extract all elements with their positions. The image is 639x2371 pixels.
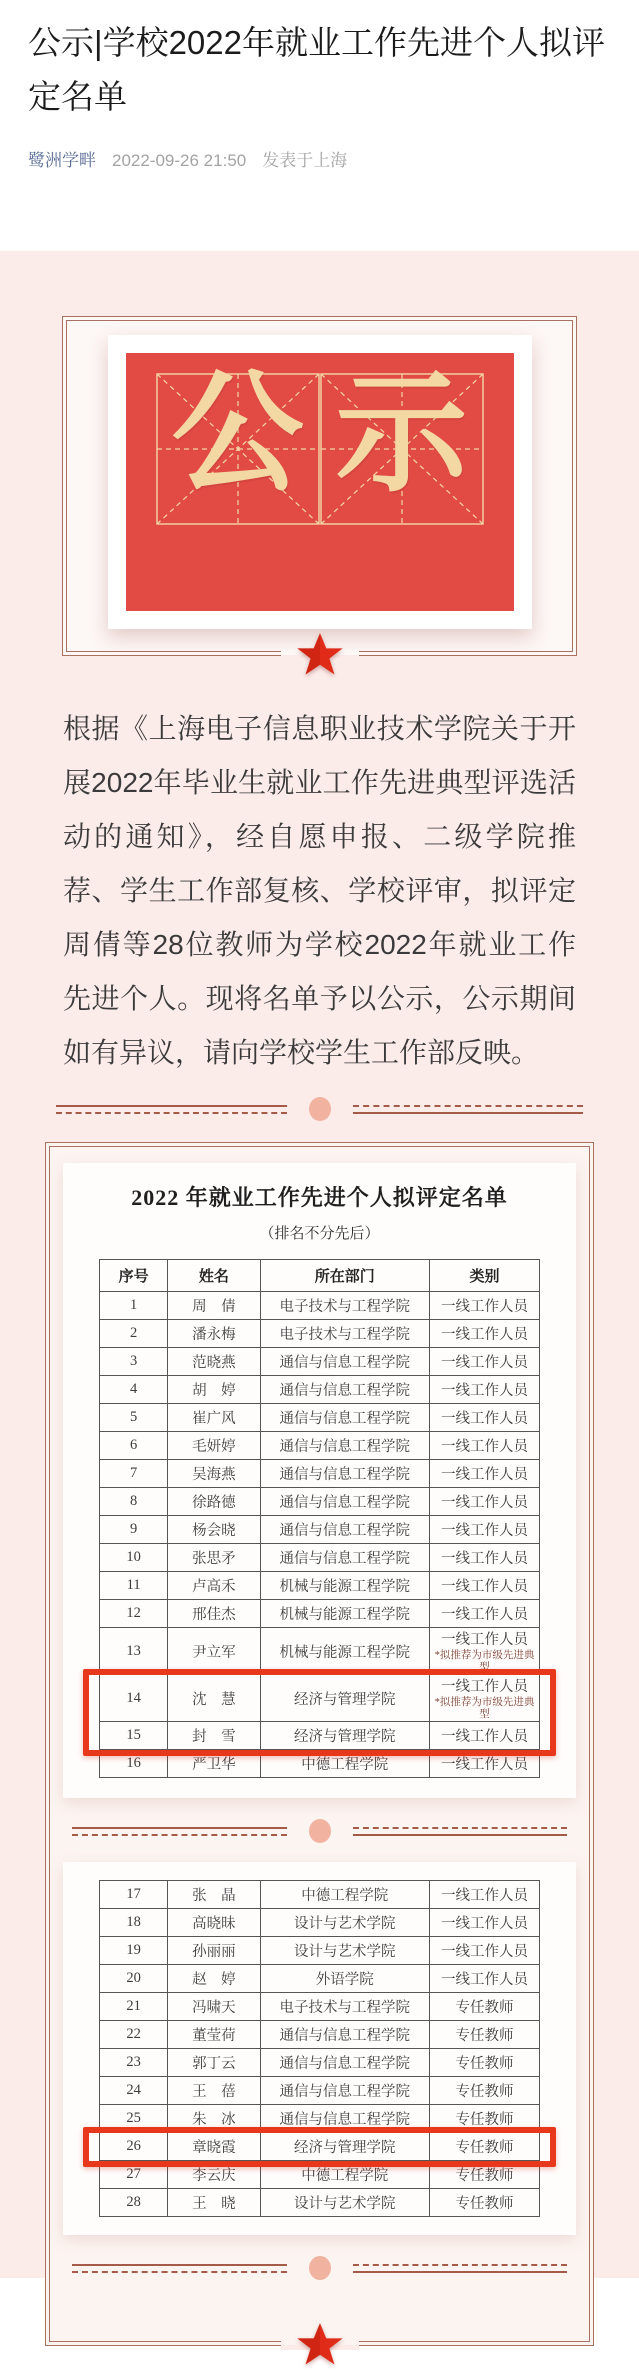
table-row [100,1600,540,1628]
table-row [100,1993,540,2021]
frame-bottom-star [281,2319,359,2371]
cell-category: 一线工作人员 [429,1722,539,1750]
table-row [100,1460,540,1488]
cell-name: 卢高禾 [168,1572,260,1600]
roster-title: 2022 年就业工作先进个人拟评定名单 [131,1185,508,1210]
col-header-no: 序号 [100,1260,168,1292]
table-row [100,1544,540,1572]
roster-card-2 [63,1862,576,2235]
cell-category: 专任教师 [429,2077,539,2105]
divider-right-lines [353,1105,584,1114]
cell-name: 张 晶 [168,1881,260,1909]
roster-card-1 [63,1163,576,1798]
body-paragraph: 根据《上海电子信息职业技术学院关于开展2022年毕业生就业工作先进典型评选活动的通知》，经自愿申报、二级学院推荐、学生工作部复核、学校评审，拟评定周倩等28位教师为学校2022年就业工作先进个人。现将名单予以公示，公示期间如有异议，请向学校学生工作部反映。 [63,713,576,1068]
cell-name: 董莹荷 [168,2021,260,2049]
cell-no: 15 [100,1722,168,1750]
cell-dept: 通信与信息工程学院 [260,2049,429,2077]
roster-frame [45,1142,594,2346]
table-row [100,1348,540,1376]
banner-char-2: 示 [335,361,468,508]
cell-name: 朱 冰 [168,2105,260,2133]
cell-name: 郭丁云 [168,2049,260,2077]
col-header-name: 姓名 [168,1260,260,1292]
cell-category: 一线工作人员 [429,1750,539,1778]
table-header-row [100,1260,540,1292]
table-row [100,1750,540,1778]
cell-no: 18 [100,1909,168,1937]
cell-dept: 设计与艺术学院 [260,1909,429,1937]
cell-category: 一线工作人员 [429,1516,539,1544]
cell-category: 专任教师 [429,2049,539,2077]
table-row [100,2105,540,2133]
cell-category: 一线工作人员 [429,1432,539,1460]
table-row [100,2021,540,2049]
divider-left-lines [56,1105,287,1114]
cell-name: 胡 婷 [168,1376,260,1404]
account-link[interactable]: 鹭洲学畔 [28,151,96,170]
cell-no: 10 [100,1544,168,1572]
cell-category: 一线工作人员 [429,1320,539,1348]
cell-no: 28 [100,2189,168,2217]
cell-no: 14 [100,1675,168,1722]
col-header-dept: 所在部门 [260,1260,429,1292]
roster-tbody-1 [100,1292,540,1778]
table-row [100,2161,540,2189]
cell-name: 王 蓓 [168,2077,260,2105]
cell-name: 高晓昧 [168,1909,260,1937]
cell-name: 赵 婷 [168,1965,260,1993]
table-row [100,2049,540,2077]
calligraphy-grid-cell-1 [156,361,320,525]
section-divider [72,2255,567,2281]
cell-dept: 通信与信息工程学院 [260,1488,429,1516]
cell-no: 1 [100,1292,168,1320]
cell-name: 封 雪 [168,1722,260,1750]
divider-left-lines [72,1827,287,1836]
cell-no: 4 [100,1376,168,1404]
cell-no: 6 [100,1432,168,1460]
cell-category: 专任教师 [429,2189,539,2217]
table-row [100,1572,540,1600]
cell-dept: 机械与能源工程学院 [260,1628,429,1675]
table-row [100,1909,540,1937]
cell-category: 一线工作人员 [429,1937,539,1965]
roster-tbody-2 [100,1881,540,2217]
divider-dot-icon [309,1819,331,1843]
cell-no: 26 [100,2133,168,2161]
cell-name: 邢佳杰 [168,1600,260,1628]
cell-dept: 电子技术与工程学院 [260,1292,429,1320]
frame-bottom-star [281,629,359,681]
cell-no: 9 [100,1516,168,1544]
calligraphy-grid-cell-2 [320,361,484,525]
cell-dept: 机械与能源工程学院 [260,1600,429,1628]
roster-table-1 [99,1259,540,1778]
cell-category: 一线工作人员 [429,1572,539,1600]
table-row [100,1320,540,1348]
cell-dept: 通信与信息工程学院 [260,1376,429,1404]
byline [28,146,611,171]
cell-category: 一线工作人员 [429,1348,539,1376]
publish-time: 2022-09-26 21:50 [112,151,247,170]
cell-category: 一线工作人员 [429,1460,539,1488]
table-row [100,1937,540,1965]
cell-category: 一线工作人员 [429,1881,539,1909]
cell-name: 吴海燕 [168,1460,260,1488]
roster-subtitle: （排名不分先后） [259,1226,380,1242]
cell-dept: 电子技术与工程学院 [260,1993,429,2021]
table-row [100,2133,540,2161]
cell-no: 25 [100,2105,168,2133]
cell-name: 崔广风 [168,1404,260,1432]
cell-dept: 通信与信息工程学院 [260,2105,429,2133]
cell-no: 8 [100,1488,168,1516]
banner-image [108,335,532,629]
cell-category: 专任教师 [429,2133,539,2161]
page-title: 公示|学校2022年就业工作先进个人拟评定名单 [28,24,605,115]
cell-no: 17 [100,1881,168,1909]
cell-category: 一线工作人员 [429,1600,539,1628]
star-icon [295,2320,345,2370]
cell-dept: 通信与信息工程学院 [260,1432,429,1460]
cell-category: 一线工作人员 [429,1965,539,1993]
cell-dept: 设计与艺术学院 [260,1937,429,1965]
cell-no: 27 [100,2161,168,2189]
cell-no: 13 [100,1628,168,1675]
cell-category: 专任教师 [429,2021,539,2049]
cell-dept: 外语学院 [260,1965,429,1993]
star-icon [295,630,345,680]
section-divider [56,1096,583,1122]
cell-name: 冯啸天 [168,1993,260,2021]
cell-category: 专任教师 [429,1993,539,2021]
category-note: *拟推荐为市级先进典型 [434,1650,535,1673]
cell-name: 张思矛 [168,1544,260,1572]
cell-no: 19 [100,1937,168,1965]
cell-dept: 经济与管理学院 [260,1675,429,1722]
cell-category: 专任教师 [429,2105,539,2133]
cell-no: 12 [100,1600,168,1628]
table-row [100,1376,540,1404]
cell-dept: 设计与艺术学院 [260,2189,429,2217]
roster-tablewrap-1 [99,1259,540,1778]
table-row [100,1675,540,1722]
cell-category: 一线工作人员 [429,1404,539,1432]
category-note: *拟推荐为市级先进典型 [434,1697,535,1720]
cell-no: 16 [100,1750,168,1778]
cell-name: 王 晓 [168,2189,260,2217]
cell-category: 一线工作人员 [429,1544,539,1572]
table-row [100,2077,540,2105]
cell-dept: 中德工程学院 [260,1881,429,1909]
cell-dept: 通信与信息工程学院 [260,2077,429,2105]
cell-no: 23 [100,2049,168,2077]
cell-no: 20 [100,1965,168,1993]
cell-no: 24 [100,2077,168,2105]
roster-tablewrap-2 [99,1880,540,2217]
cell-no: 7 [100,1460,168,1488]
cell-category: 专任教师 [429,2161,539,2189]
table-row [100,1404,540,1432]
cell-name: 潘永梅 [168,1320,260,1348]
cell-dept: 通信与信息工程学院 [260,1544,429,1572]
article-header [0,0,639,171]
cell-dept: 经济与管理学院 [260,2133,429,2161]
table-row [100,1292,540,1320]
section-divider [72,1818,567,1844]
cell-dept: 电子技术与工程学院 [260,1320,429,1348]
cell-dept: 通信与信息工程学院 [260,1460,429,1488]
cell-no: 21 [100,1993,168,2021]
publish-location: 发表于上海 [262,151,348,170]
table-row [100,1628,540,1675]
cell-dept: 中德工程学院 [260,2161,429,2189]
banner-frame [62,316,577,656]
cell-no: 2 [100,1320,168,1348]
divider-dot-icon [309,1097,331,1121]
cell-no: 5 [100,1404,168,1432]
table-row [100,1881,540,1909]
cell-dept: 通信与信息工程学院 [260,1348,429,1376]
table-row [100,1516,540,1544]
col-header-category: 类别 [429,1260,539,1292]
cell-dept: 通信与信息工程学院 [260,1516,429,1544]
banner-char-1: 公 [171,361,304,508]
cell-name: 沈 慧 [168,1675,260,1722]
cell-category: 一线工作人员 *拟推荐为市级先进典型 [429,1628,539,1675]
roster-table-2 [99,1880,540,2217]
cell-name: 李云庆 [168,2161,260,2189]
banner-red-poster [126,353,514,611]
cell-category: 一线工作人员 [429,1488,539,1516]
cell-name: 章晓霞 [168,2133,260,2161]
cell-name: 杨会晓 [168,1516,260,1544]
cell-dept: 中德工程学院 [260,1750,429,1778]
table-row [100,1965,540,1993]
cell-no: 11 [100,1572,168,1600]
cell-name: 严卫华 [168,1750,260,1778]
cell-dept: 通信与信息工程学院 [260,2021,429,2049]
cell-category: 一线工作人员 *拟推荐为市级先进典型 [429,1675,539,1722]
cell-dept: 机械与能源工程学院 [260,1572,429,1600]
cell-name: 范晓燕 [168,1348,260,1376]
table-row [100,1432,540,1460]
cell-category: 一线工作人员 [429,1909,539,1937]
cell-name: 尹立军 [168,1628,260,1675]
cell-name: 毛妍婷 [168,1432,260,1460]
cell-category: 一线工作人员 [429,1292,539,1320]
cell-name: 孙丽丽 [168,1937,260,1965]
cell-name: 徐路德 [168,1488,260,1516]
article-body [0,251,639,2278]
cell-category: 一线工作人员 [429,1376,539,1404]
cell-name: 周 倩 [168,1292,260,1320]
table-row [100,1722,540,1750]
cell-dept: 经济与管理学院 [260,1722,429,1750]
cell-no: 22 [100,2021,168,2049]
table-row [100,2189,540,2217]
table-row [100,1488,540,1516]
divider-right-lines [353,1827,568,1836]
cell-no: 3 [100,1348,168,1376]
divider-left-lines [72,2264,287,2273]
divider-dot-icon [309,2256,331,2280]
cell-dept: 通信与信息工程学院 [260,1404,429,1432]
divider-right-lines [353,2264,568,2273]
